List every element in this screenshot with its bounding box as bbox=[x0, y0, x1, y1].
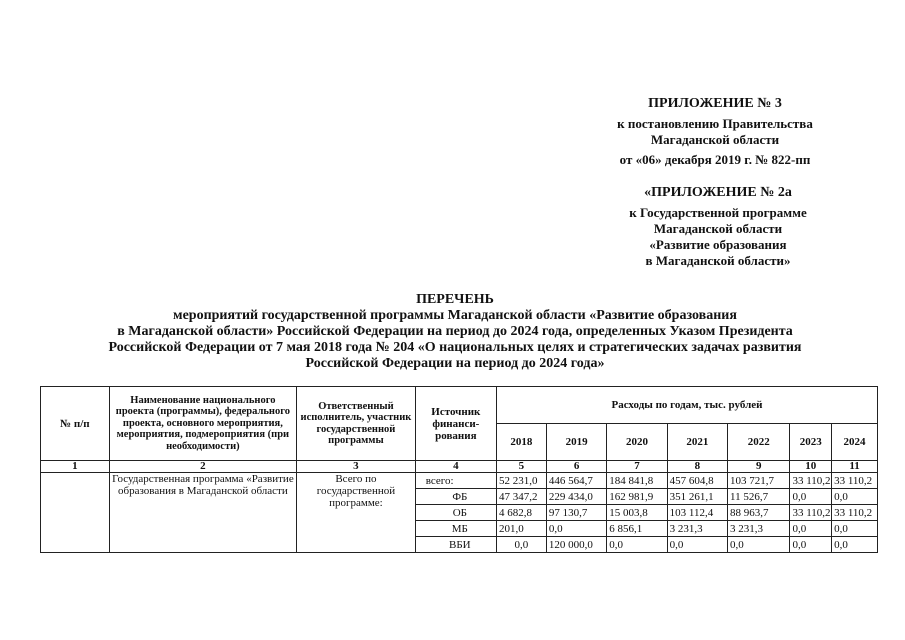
header-num: № п/п bbox=[41, 387, 110, 461]
value-cell: 103 112,4 bbox=[667, 505, 727, 521]
column-number: 11 bbox=[832, 461, 878, 473]
title-line2: в Магаданской области» Российской Федерации на период до 2024 года, определенных Указом Президента bbox=[117, 324, 793, 339]
source-cell: ФБ bbox=[415, 489, 496, 505]
header-year: 2019 bbox=[546, 424, 606, 461]
header-year: 2021 bbox=[667, 424, 727, 461]
value-cell: 457 604,8 bbox=[667, 473, 727, 489]
column-number: 3 bbox=[297, 461, 416, 473]
value-cell: 3 231,3 bbox=[728, 521, 790, 537]
value-cell: 88 963,7 bbox=[728, 505, 790, 521]
appendix-2a-line4: в Магаданской области» bbox=[645, 253, 791, 268]
value-cell: 3 231,3 bbox=[667, 521, 727, 537]
column-number: 1 bbox=[41, 461, 110, 473]
value-cell: 52 231,0 bbox=[496, 473, 546, 489]
column-number: 9 bbox=[728, 461, 790, 473]
value-cell: 0,0 bbox=[790, 521, 832, 537]
value-cell: 201,0 bbox=[496, 521, 546, 537]
value-cell: 33 110,2 bbox=[790, 505, 832, 521]
appendix-3-title: ПРИЛОЖЕНИЕ № 3 bbox=[648, 96, 782, 111]
header-expenses: Расходы по годам, тыс. рублей bbox=[496, 387, 877, 424]
value-cell: 47 347,2 bbox=[496, 489, 546, 505]
value-cell: 97 130,7 bbox=[546, 505, 606, 521]
value-cell: 33 110,2 bbox=[832, 505, 878, 521]
value-cell: 0,0 bbox=[832, 537, 878, 553]
column-number: 4 bbox=[415, 461, 496, 473]
value-cell: 4 682,8 bbox=[496, 505, 546, 521]
appendix-3-line2: Магаданской области bbox=[650, 132, 780, 147]
column-number: 6 bbox=[546, 461, 606, 473]
value-cell: 0,0 bbox=[832, 489, 878, 505]
appendix-2a-title: «ПРИЛОЖЕНИЕ № 2а bbox=[644, 185, 792, 200]
value-cell: 446 564,7 bbox=[546, 473, 606, 489]
column-number: 10 bbox=[790, 461, 832, 473]
header-source: Источник финанси-рования bbox=[415, 387, 496, 461]
header-executor: Ответственный исполнитель, участник государственной программы bbox=[297, 387, 416, 461]
header-name: Наименование национального проекта (программы), федерального проекта, основного мероприятия, мероприятия, подмероприятия (при необходимости) bbox=[109, 387, 296, 461]
title-line4: Российской Федерации на период до 2024 года» bbox=[305, 356, 605, 371]
value-cell: 0,0 bbox=[667, 537, 727, 553]
column-number: 7 bbox=[607, 461, 667, 473]
row-number-cell bbox=[41, 473, 110, 553]
column-number: 8 bbox=[667, 461, 727, 473]
value-cell: 15 003,8 bbox=[607, 505, 667, 521]
value-cell: 0,0 bbox=[728, 537, 790, 553]
header-year: 2020 bbox=[607, 424, 667, 461]
appendix-2a-header bbox=[598, 185, 838, 269]
column-number: 2 bbox=[109, 461, 296, 473]
appendix-3-line1: к постановлению Правительства bbox=[617, 116, 813, 131]
appendix-2a-line1: к Государственной программе bbox=[629, 205, 807, 220]
appendix-3-header bbox=[600, 96, 830, 168]
value-cell: 6 856,1 bbox=[607, 521, 667, 537]
header-year: 2023 bbox=[790, 424, 832, 461]
value-cell: 103 721,7 bbox=[728, 473, 790, 489]
value-cell: 33 110,2 bbox=[832, 473, 878, 489]
value-cell: 120 000,0 bbox=[546, 537, 606, 553]
appendix-3-line3: от «06» декабря 2019 г. № 822-пп bbox=[619, 152, 811, 167]
value-cell: 0,0 bbox=[546, 521, 606, 537]
column-number: 5 bbox=[496, 461, 546, 473]
program-name-cell: Государственная программа «Развитие образования в Магаданской области bbox=[109, 473, 296, 553]
value-cell: 0,0 bbox=[790, 537, 832, 553]
expenses-table bbox=[40, 386, 878, 553]
source-cell: всего: bbox=[415, 473, 496, 489]
header-year: 2018 bbox=[496, 424, 546, 461]
value-cell: 229 434,0 bbox=[546, 489, 606, 505]
title-line3: Российской Федерации от 7 мая 2018 года № 204 «О национальных целях и стратегических задачах развития bbox=[108, 340, 802, 355]
value-cell: 0,0 bbox=[832, 521, 878, 537]
source-cell: ВБИ bbox=[415, 537, 496, 553]
header-year: 2022 bbox=[728, 424, 790, 461]
value-cell: 11 526,7 bbox=[728, 489, 790, 505]
value-cell: 0,0 bbox=[496, 537, 546, 553]
value-cell: 351 261,1 bbox=[667, 489, 727, 505]
value-cell: 162 981,9 bbox=[607, 489, 667, 505]
document-title bbox=[40, 292, 870, 372]
value-cell: 33 110,2 bbox=[790, 473, 832, 489]
value-cell: 0,0 bbox=[607, 537, 667, 553]
source-cell: МБ bbox=[415, 521, 496, 537]
title-heading: ПЕРЕЧЕНЬ bbox=[416, 292, 494, 307]
value-cell: 0,0 bbox=[790, 489, 832, 505]
executor-cell: Всего по государственной программе: bbox=[297, 473, 416, 553]
table-row bbox=[41, 473, 878, 489]
appendix-2a-line2: Магаданской области bbox=[653, 221, 783, 236]
source-cell: ОБ bbox=[415, 505, 496, 521]
header-year: 2024 bbox=[832, 424, 878, 461]
title-line1: мероприятий государственной программы Магаданской области «Развитие образования bbox=[173, 308, 737, 323]
value-cell: 184 841,8 bbox=[607, 473, 667, 489]
appendix-2a-line3: «Развитие образования bbox=[649, 237, 787, 252]
